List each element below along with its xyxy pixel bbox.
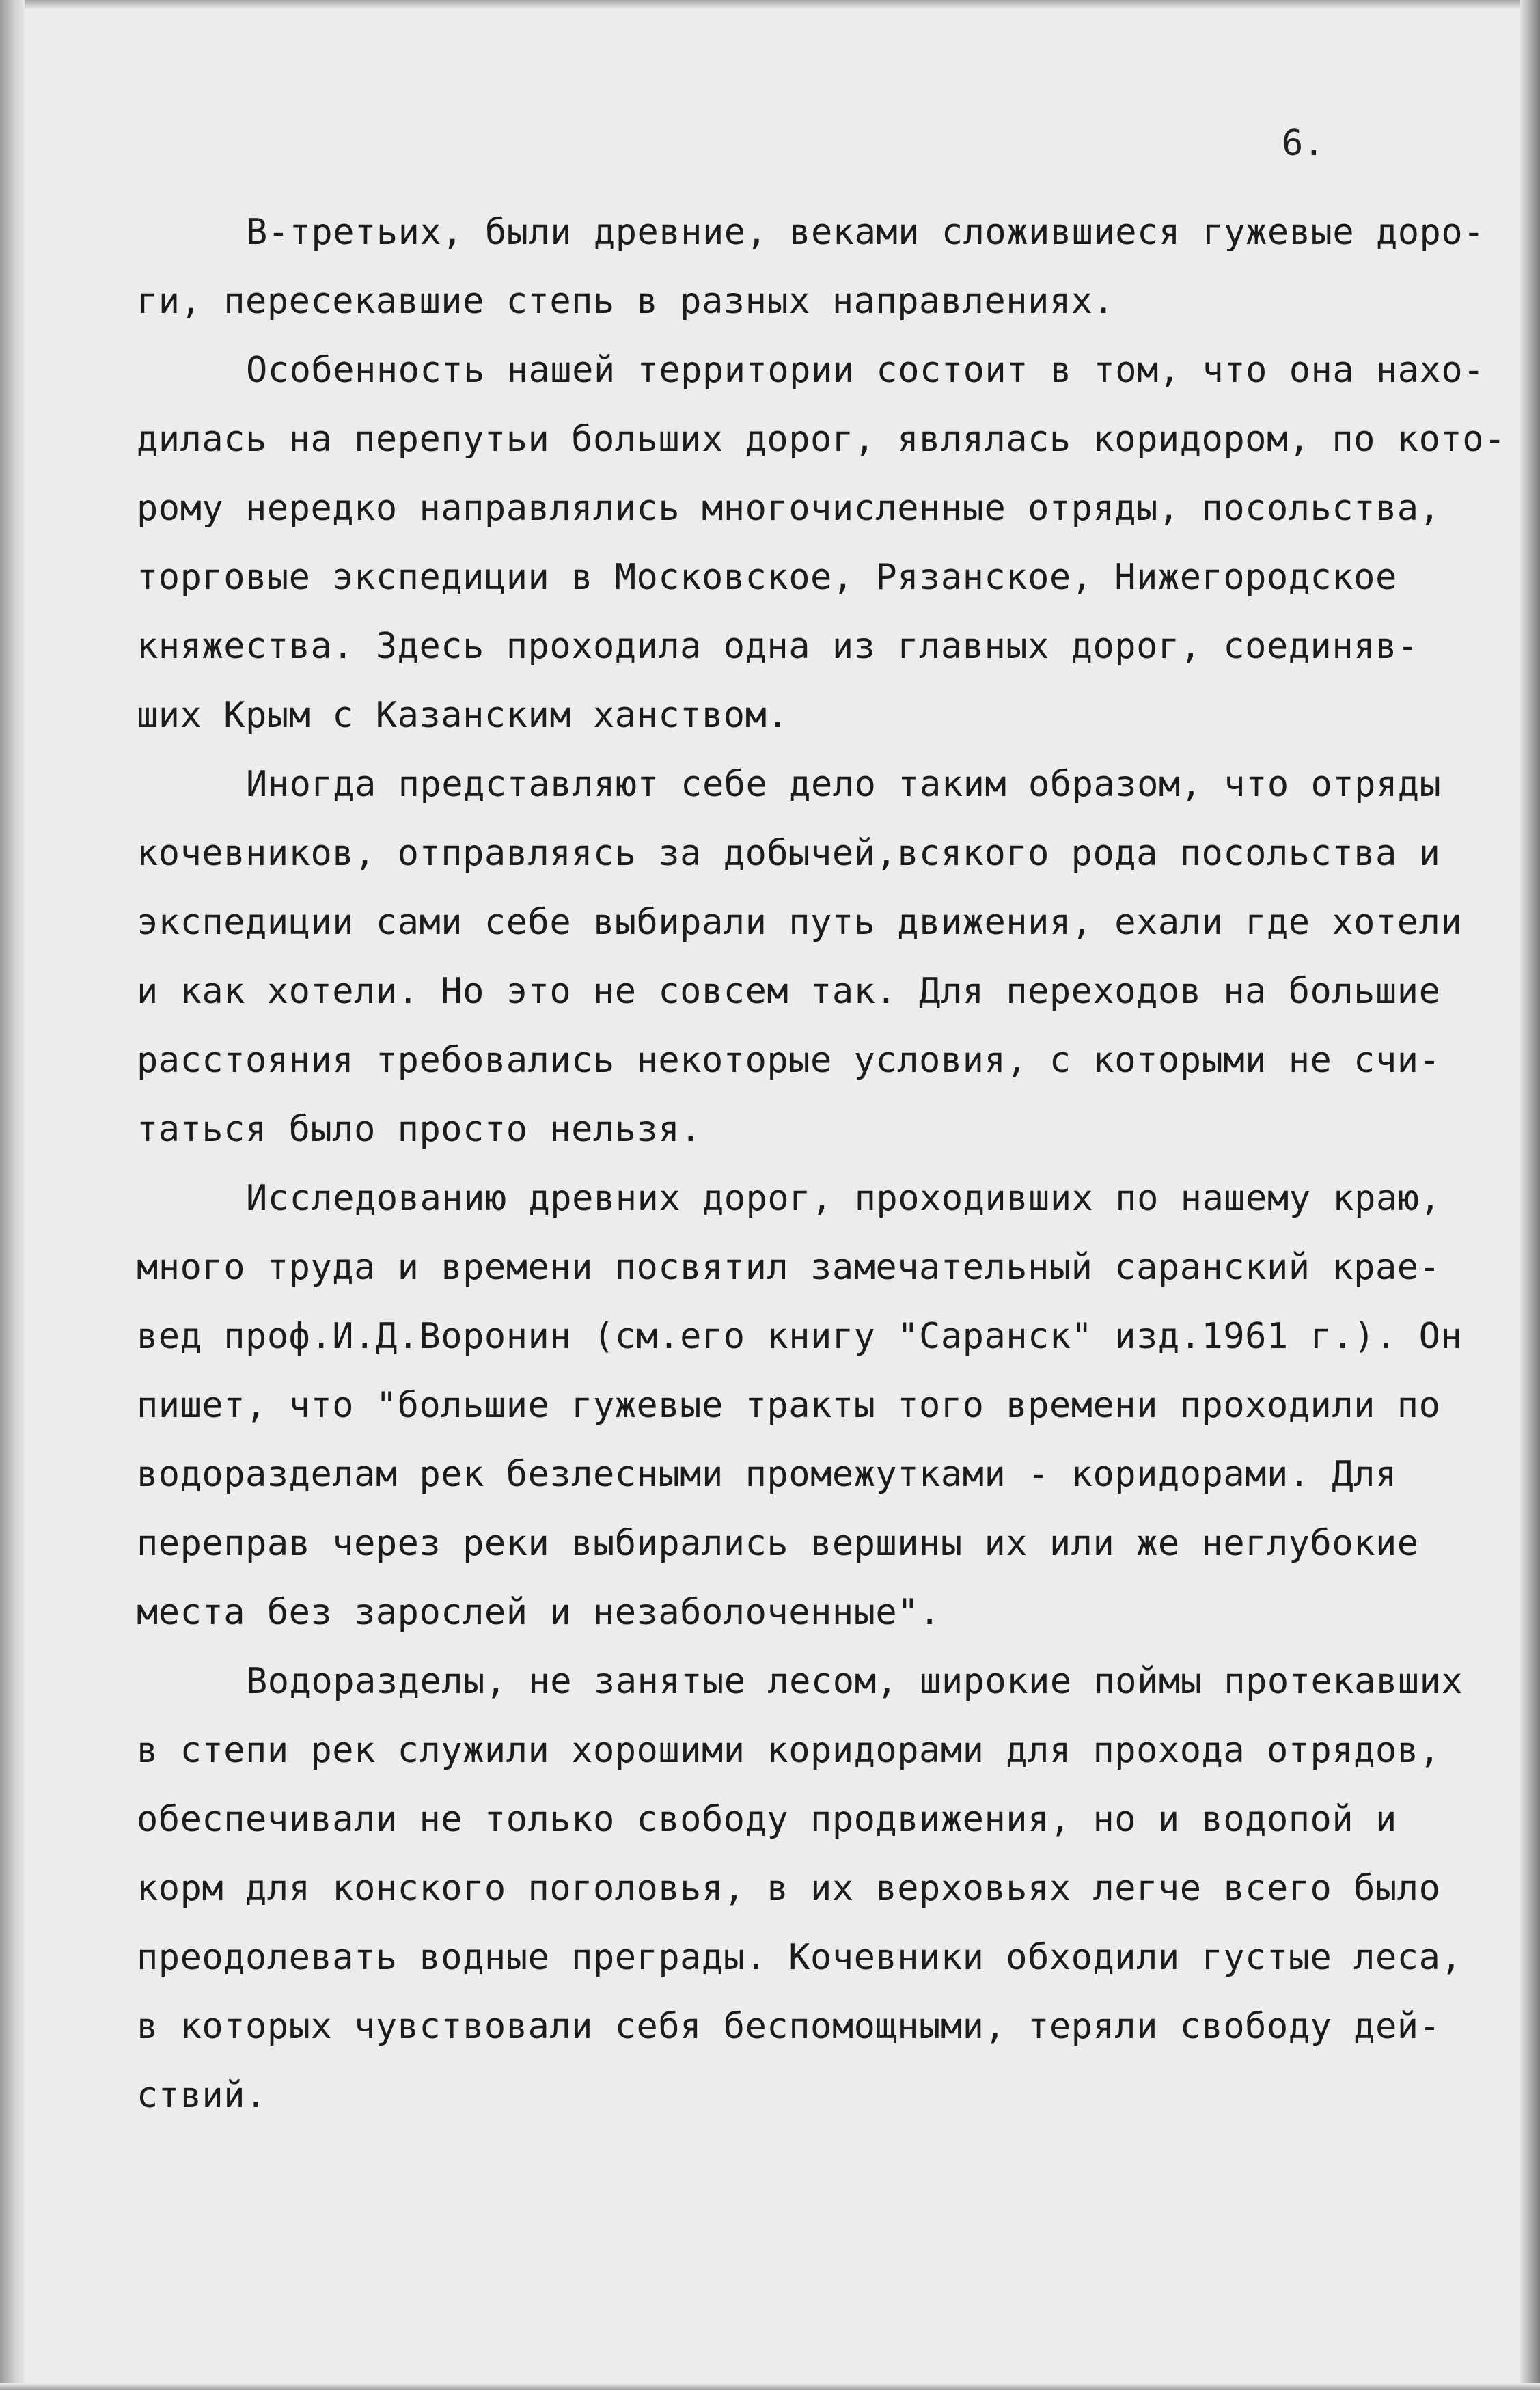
text-line: дилась на перепутьи больших дорог, являлась коридором, по кото- (137, 419, 1506, 460)
text-line: торговые экспедиции в Московское, Рязанское, Нижегородское (137, 557, 1397, 598)
scan-top-edge (0, 0, 1540, 10)
scan-right-edge (1520, 0, 1540, 2390)
text-line: водоразделам рек безлесными промежутками - коридорами. Для (137, 1454, 1397, 1495)
text-line: и как хотели. Но это не совсем так. Для переходов на большие (137, 971, 1441, 1012)
text-line: корм для конского поголовья, в их верховьях легче всего было (137, 1868, 1441, 1909)
text-line: В-третьих, были древние, веками сложившиеся гужевые доро- (246, 212, 1485, 253)
page-number: 6. (1282, 123, 1325, 164)
text-line: ги, пересекавшие степь в разных направлениях. (137, 281, 1115, 322)
text-line: в степи рек служили хорошими коридорами для прохода отрядов, (137, 1730, 1441, 1771)
text-line: места без зарослей и незаболоченные". (137, 1592, 941, 1633)
scan-bottom-edge (0, 2383, 1540, 2390)
scan-left-edge (0, 0, 25, 2390)
text-line: много труда и времени посвятил замечательный саранский крае- (137, 1247, 1441, 1288)
text-line: в которых чувствовали себя беспомощными, теряли свободу дей- (137, 2006, 1441, 2047)
text-line: ших Крым с Казанским ханством. (137, 695, 789, 736)
typed-text-body (137, 198, 1506, 2130)
text-line: Особенность нашей территории состоит в том, что она нахо- (246, 350, 1485, 391)
text-line: вед проф.И.Д.Воронин (см.его книгу "Саранск" изд.1961 г.). Он (137, 1316, 1463, 1357)
text-line: расстояния требовались некоторые условия, с которыми не счи- (137, 1040, 1441, 1081)
text-line: Водоразделы, не занятые лесом, широкие поймы протекавших (246, 1661, 1463, 1702)
text-line: таться было просто нельзя. (137, 1109, 702, 1150)
text-line: княжества. Здесь проходила одна из главных дорог, соединяв- (137, 626, 1419, 667)
text-line: Исследованию древних дорог, проходивших по нашему краю, (246, 1178, 1442, 1219)
text-line: кочевников, отправляясь за добычей,всякого рода посольства и (137, 833, 1441, 874)
text-line: рому нередко направлялись многочисленные отряды, посольства, (137, 488, 1441, 529)
text-line: переправ через реки выбирались вершины их или же неглубокие (137, 1523, 1419, 1564)
text-line: ствий. (137, 2075, 267, 2116)
text-line: Иногда представляют себе дело таким образом, что отряды (246, 764, 1442, 805)
text-line: преодолевать водные преграды. Кочевники обходили густые леса, (137, 1937, 1463, 1978)
text-line: пишет, что "большие гужевые тракты того времени проходили по (137, 1385, 1441, 1426)
text-line: экспедиции сами себе выбирали путь движения, ехали где хотели (137, 902, 1463, 943)
text-line: обеспечивали не только свободу продвижения, но и водопой и (137, 1799, 1397, 1840)
